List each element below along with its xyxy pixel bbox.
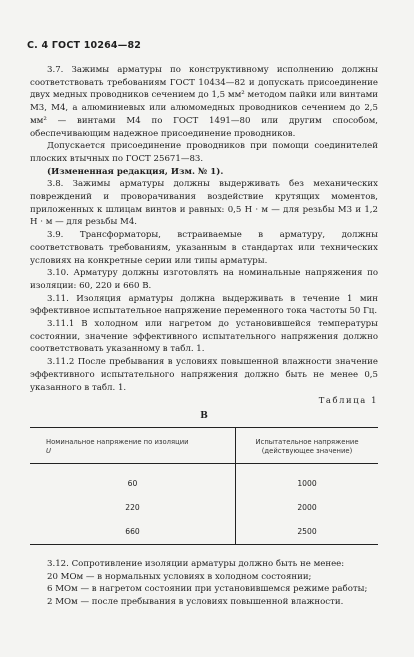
section-after-table	[30, 558, 378, 609]
table-row	[30, 520, 378, 545]
table-caption-row	[30, 394, 378, 407]
clause-3-9: 3.9. Трансформаторы, встраиваемые в арматуру, должны соответствовать требованиям, указанным в стандартах или технических условиях на конкретные серии или типы арматуры.	[30, 230, 378, 266]
clause-3-12: 3.12. Сопротивление изоляции арматуры должно быть не менее:	[47, 558, 345, 569]
clause-3-11-2: 3.11.2 После пребывания в условиях повышенной влажности значение эффективного испытательного напряжения должно быть не менее 0,5 указанного в табл. 1.	[30, 357, 378, 393]
document-body	[30, 64, 378, 609]
cell-test: 1000	[236, 463, 379, 496]
cell-nominal: 660	[30, 520, 236, 545]
table-row	[30, 463, 378, 496]
table-row	[30, 496, 378, 520]
table-unit: В	[200, 411, 208, 422]
col-nominal-header-sub: U	[46, 446, 51, 455]
clause-3-11-1: 3.11.1 В холодном или нагретом до установившейся температуры состоянии, значение эффективного испытательного напряжения должно соответствовать указанному в табл. 1.	[30, 319, 378, 355]
clause-3-7-note: Допускается присоединение проводников при помощи соединителей плоских втычных по ГОСТ 25671—83.	[30, 141, 378, 164]
col-nominal-header-text: Номинальное напряжение по изоляции	[46, 437, 189, 446]
voltage-table	[30, 427, 378, 545]
amendment-note: (Измененная редакция, Изм. № 1).	[47, 166, 224, 177]
resistance-item: 20 МОм — в нормальных условиях в холодном состоянии;	[47, 571, 312, 582]
col-nominal-header	[30, 427, 236, 463]
table-header-row	[30, 427, 378, 463]
col-test-header: Испытательное напряжение (действующее значение)	[236, 427, 379, 463]
resistance-item: 6 МОм — в нагретом состоянии при установившемся режиме работы;	[47, 584, 368, 595]
clause-3-11: 3.11. Изоляция арматуры должна выдерживать в течение 1 мин эффективное испытательное напряжение переменного тока частоты 50 Гц.	[30, 293, 378, 317]
table-caption: Таблица 1	[318, 395, 378, 406]
clause-3-7: 3.7. Зажимы арматуры по конструктивному исполнению должны соответствовать требованиям ГОСТ 10434—82 и допускать присоединение двух медных проводников сечением до 1,5 мм² методом пайки или винтами М3, М4, а алюминиевых или алюмомедных проводников сечением до 2,5 мм² — винтами М4 по ГОСТ 1491—80 или другим способом, обеспечивающим надежное присоединение проводников.	[30, 65, 378, 139]
cell-nominal: 60	[127, 479, 138, 489]
cell-test: 2500	[236, 520, 379, 545]
clause-3-10: 3.10. Арматуру должны изготовлять на номинальные напряжения по изоляции: 60, 220 и 660 В.	[30, 268, 378, 291]
cell-test: 2000	[236, 496, 379, 520]
cell-nominal: 220	[125, 503, 140, 513]
clause-3-8: 3.8. Зажимы арматуры должны выдерживать без механических повреждений и проворачивания воздействие крутящих моментов, приложенных к шлицам винтов и равных: 0,5 Н · м — для резьбы М3 и 1,2 Н · м — для резьбы М4.	[30, 179, 378, 228]
resistance-item: 2 МОм — после пребывания в условиях повышенной влажности.	[47, 597, 344, 608]
page-header: С. 4 ГОСТ 10264—82	[27, 40, 142, 51]
